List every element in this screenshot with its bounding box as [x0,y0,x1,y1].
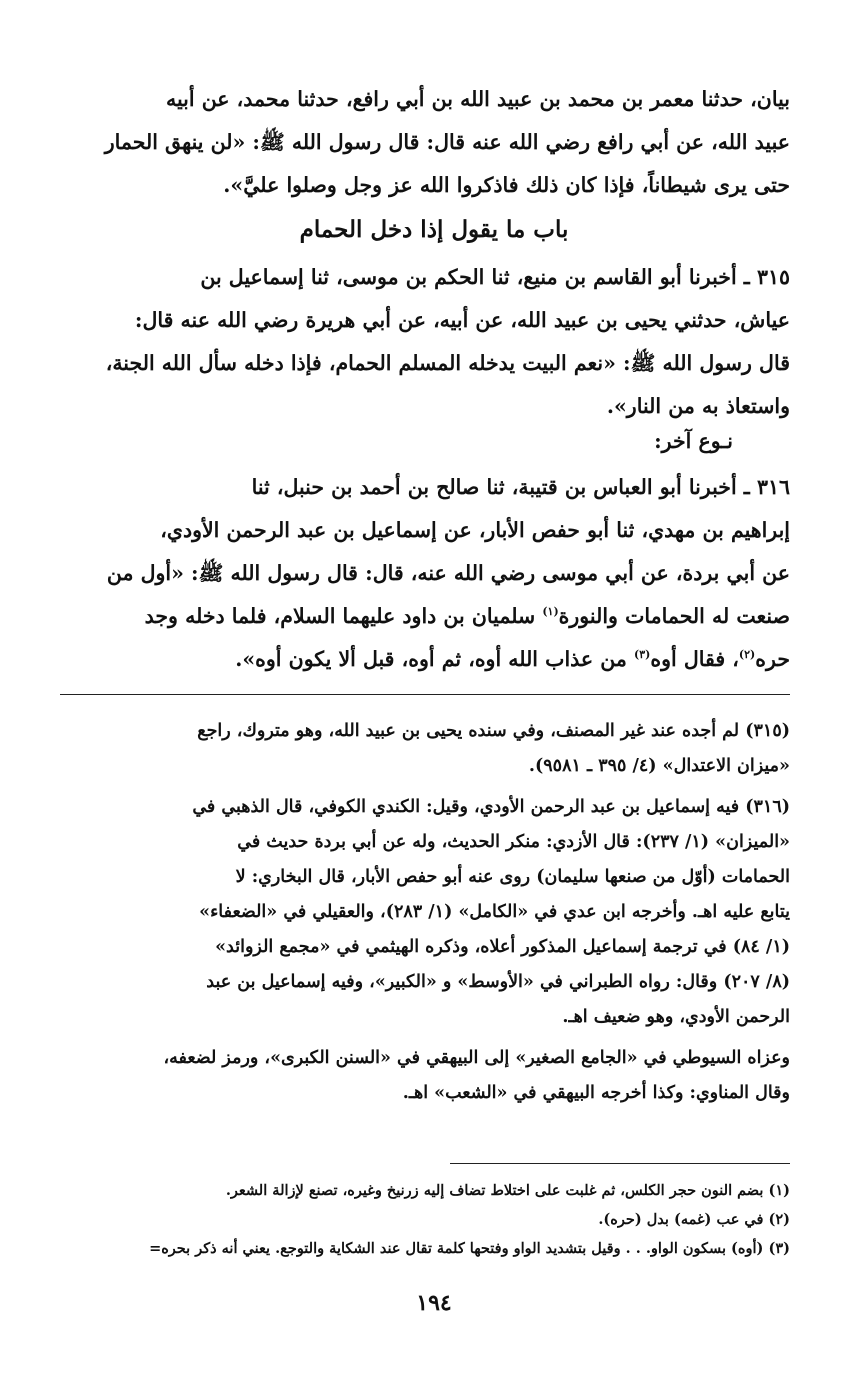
footnotes [62,1176,790,1263]
text-line: حتى يرى شيطاناً، فإذا كان ذلك فاذكروا الله عز وجل وصلوا عليَّ». [223,173,790,197]
footnote-ref: (٢) [738,648,756,662]
text-line: عن أبي بردة، عن أبي موسى رضي الله عنه، قال: قال رسول الله ﷺ: «أول من [106,561,790,585]
note-316-suyuti [62,1041,790,1111]
note-line: «الميزان» (١/ ٢٣٧): قال الأزدي: منكر الحديث، وله عن أبي بردة حديث في [237,832,790,852]
footnote: (١) بضم النون حجر الكلس، ثم غلبت على اختلاط تضاف إليه زرنيخ وغيره، تصنع لإزالة الشعر. [225,1182,790,1199]
note-line: (٣١٥) لم أجده عند غير المصنف، وفي سنده يحيى بن عبيد الله، وهو متروك، راجع [197,721,790,741]
note-line: وعزاه السيوطي في «الجامع الصغير» إلى البيهقي في «السنن الكبرى»، ورمز لضعفه، [163,1048,790,1068]
text-segment: من عذاب الله أوه، ثم أوه، قبل ألا يكون أوه». [235,647,634,671]
text-line: واستعاذ به من النار». [606,394,790,418]
note-line: (٨/ ٢٠٧) وقال: رواه الطبراني في «الأوسط» و «الكبير»، وفيه إسماعيل بن عبد [206,972,790,992]
top-paragraph [62,78,790,207]
note-315 [62,714,790,784]
hadith-316 [62,466,790,681]
text-segment: ، فقال أوه [650,647,739,671]
chapter-heading: باب ما يقول إذا دخل الحمام [299,216,569,243]
note-line: الحمامات (أوّل من صنعها سليمان) روى عنه أبو حفص الأبار، قال البخاري: لا [235,867,790,887]
hadith-315 [62,256,790,428]
note-316 [62,790,790,1035]
text-line [62,595,790,638]
text-segment: سلميان بن داود عليهما السلام، فلما دخله وجد [144,604,543,628]
section-divider [60,694,790,695]
text-line: إبراهيم بن مهدي، ثنا أبو حفص الأبار، عن إسماعيل بن عبد الرحمن الأودي، [160,518,790,542]
text-line [62,638,790,681]
subheading-text: نـوع آخر: [654,429,733,453]
note-line: (٣١٦) فيه إسماعيل بن عبد الرحمن الأودي، وقيل: الكندي الكوفي، قال الذهبي في [192,797,790,817]
text-line: بيان، حدثنا معمر بن محمد بن عبيد الله بن أبي رافع، حدثنا محمد، عن أبيه [165,87,790,111]
text-line: عياش، حدثني يحيى بن عبيد الله، عن أبيه، عن أبي هريرة رضي الله عنه قال: [134,308,790,332]
editor-notes [62,714,790,1117]
note-line: «ميزان الاعتدال» (٤/ ٣٩٥ ـ ٩٥٨١). [528,756,790,776]
footnote-ref: (٣) [634,648,651,662]
note-line: الرحمن الأودي، وهو ضعيف اهـ. [562,1007,790,1027]
text-segment: أخبرنا أبو القاسم بن منيع، ثنا الحكم بن موسى، ثنا إسماعيل بن [200,265,737,289]
text-line: عبيد الله، عن أبي رافع رضي الله عنه قال: قال رسول الله ﷺ: «لن ينهق الحمار [104,130,790,154]
text-line: قال رسول الله ﷺ: «نعم البيت يدخله المسلم الحمام، فإذا دخله سأل الله الجنة، [105,351,790,375]
note-line: وقال المناوي: وكذا أخرجه البيهقي في «الشعب» اهـ. [402,1083,790,1103]
text-segment: حره [755,647,790,671]
text-line [62,256,790,299]
footnote-divider [450,1163,790,1164]
text-segment: أخبرنا أبو العباس بن قتيبة، ثنا صالح بن أحمد بن حنبل، ثنا [251,475,737,499]
footnote: (٢) في عب (غمه) بدل (حره). [598,1211,790,1228]
section-subheading [62,420,733,463]
page-number: ١٩٤ [416,1290,452,1316]
note-line: (١/ ٨٤) في ترجمة إسماعيل المذكور أعلاه، وذكره الهيثمي في «مجمع الزوائد» [215,937,790,957]
hadith-number: ٣١٥ ـ [743,265,790,289]
footnote: (٣) (أوه) بسكون الواو. . . وقيل بتشديد الواو وفتحها كلمة تقال عند الشكاية والتوجع. يعني أنه ذكر بحره= [149,1240,790,1257]
text-line [62,466,790,509]
footnote-ref: (١) [542,605,559,619]
hadith-number: ٣١٦ ـ [743,475,790,499]
text-segment: صنعت له الحمامات والنورة [558,604,790,628]
note-line: يتابع عليه اهـ. وأخرجه ابن عدي في «الكامل» (١/ ٢٨٣)، والعقيلي في «الضعفاء» [199,902,790,922]
